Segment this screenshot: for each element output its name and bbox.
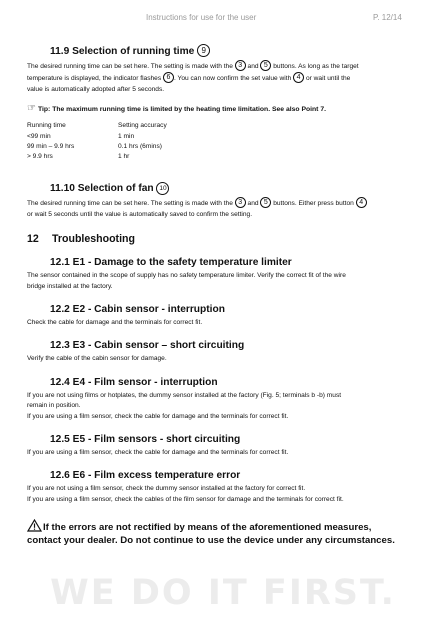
table-row: 99 min – 9.9 hrs 0.1 hrs (6mins) (27, 142, 162, 150)
error-e5-heading: 12.5 E5 - Film sensors - short circuiting (50, 434, 241, 446)
error-e4-heading: 12.4 E4 - Film sensor - interruption (50, 376, 218, 388)
section-12-heading: 12 Troubleshooting (27, 233, 135, 246)
slogan-watermark: WE DO IT FIRST. (50, 573, 396, 613)
section-11-10-text: The desired running time can be set here. The setting is made with the 3 and 5 buttons. Either press button 4 or wait 5 seconds until the value is automatically saved to confirm the setting. (27, 197, 419, 220)
table-row: <99 min 1 min (27, 132, 135, 140)
document-title: Instructions for use for the user (146, 13, 257, 22)
error-e1-heading: 12.1 E1 - Damage to the safety temperature limiter (50, 257, 292, 269)
section-11-10-heading: 11.10 Selection of fan 10 (50, 182, 419, 195)
error-e6-heading: 12.6 E6 - Film excess temperature error (50, 470, 241, 482)
error-e5-text: If you are using a film sensor, check the cable for damage and the terminals for correct fit. (27, 449, 289, 457)
table-row: > 9.9 hrs 1 hr (27, 153, 130, 161)
error-e1-text: The sensor contained in the scope of supply has no safety temperature limiter. Verify the correct fit of the wire bridge installed at the factory. (27, 272, 346, 290)
pointing-hand-icon: ☞ (27, 103, 36, 115)
circled-number-3: 3 (235, 197, 246, 208)
circled-number-6: 6 (163, 72, 174, 83)
error-e3-heading: 12.3 E3 - Cabin sensor – short circuiting (50, 340, 245, 352)
warning-triangle-icon (27, 522, 43, 533)
tip-note: ☞ Tip: The maximum running time is limited by the heating time limitation. See also Point 7. (27, 103, 327, 115)
circled-number-4: 4 (356, 197, 367, 208)
circled-number-9: 9 (197, 44, 210, 57)
section-11-9-heading: 11.9 Selection of running time 9 (50, 44, 419, 58)
error-e6-text: If you are not using a film sensor, check the dummy sensor installed at the factory for correct fit. If you are using a film sensor, check the cables of the film sensor for damage and the terminals for correct fit. (27, 485, 344, 503)
page-number: P. 12/14 (373, 13, 402, 22)
circled-number-4: 4 (293, 72, 304, 83)
table-row: Running time Setting accuracy (27, 122, 167, 130)
page-content (27, 44, 419, 547)
circled-number-3: 3 (235, 60, 246, 71)
error-e3-text: Verify the cable of the cabin sensor for damage. (27, 355, 167, 363)
error-e4-text: If you are not using films or hotplates, the dummy sensor installed at the factory (Fig. 5; terminals b -b) must remain in position. If you are using a film sensor, check the cable for damage and the terminals for correct fit. (27, 391, 342, 420)
error-e2-text: Check the cable for damage and the terminals for correct fit. (27, 319, 203, 327)
warning-notice: If the errors are not rectified by means of the aforementioned measures, contact your dealer. Do not continue to use the device under any circumstances. (27, 522, 395, 546)
circled-number-5: 5 (260, 60, 271, 71)
circled-number-10: 10 (156, 182, 169, 195)
section-11-9-text: The desired running time can be set here. The setting is made with the 3 and 5 buttons. As long as the target temperature is displayed, the indicator flashes 6 . You can now confirm the set value with 4 or wait until the value is automatically adopted after 5 seconds. (27, 62, 359, 93)
running-time-table (27, 122, 167, 163)
circled-number-5: 5 (260, 197, 271, 208)
error-e2-heading: 12.2 E2 - Cabin sensor - interruption (50, 304, 225, 316)
